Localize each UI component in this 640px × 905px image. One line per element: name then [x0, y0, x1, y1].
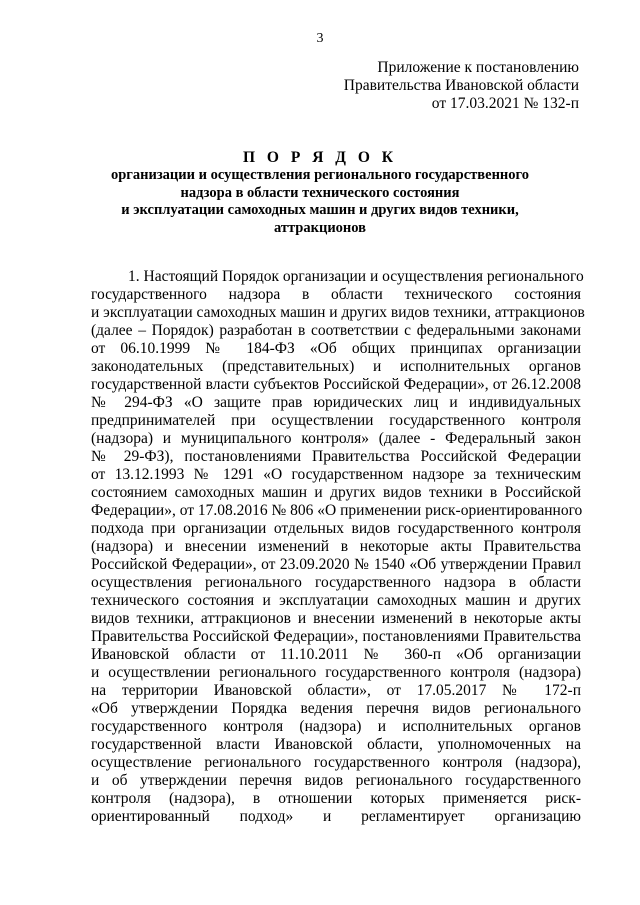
body-line: «Об утверждении Порядка ведения перечня видов регионального: [91, 700, 581, 717]
body-line: от 13.12.1993 № 1291 «О государственном надзоре за техническим: [91, 466, 581, 483]
body-line: контроля (надзора), в отношении которых применяется риск-: [91, 790, 581, 807]
body-line: Российской Федерации», от 23.09.2020 № 1540 «Об утверждении Правил: [91, 556, 581, 573]
document-subtitle-line: аттракционов: [274, 219, 366, 236]
annex-header: [344, 59, 579, 113]
body-line: от 06.10.1999 № 184-ФЗ «Об общих принципах организации: [91, 340, 581, 357]
body-line: (надзора) и муниципального контроля» (далее - Федеральный закон: [91, 430, 581, 447]
document-subtitle-line: организации и осуществления регионального государственного: [110, 167, 530, 183]
body-line: осуществление регионального государственного контроля (надзора),: [91, 754, 581, 771]
body-line: № 294-ФЗ «О защите прав юридических лиц и индивидуальных: [91, 394, 581, 411]
body-line: № 29-ФЗ), постановлениями Правительства Российской Федерации: [91, 448, 581, 465]
document-title: П О Р Я Д О К: [243, 149, 397, 166]
document-subtitle-line: и эксплуатации самоходных машин и других видов техники,: [121, 202, 519, 218]
document-subtitle-line: надзора в области технического состояния: [180, 184, 460, 201]
annex-line: Приложение к постановлению: [377, 59, 579, 76]
body-line: и эксплуатации самоходных машин и других видов техники, аттракционов: [91, 304, 585, 321]
body-line: государственной власти субъектов Российской Федерации», от 26.12.2008: [91, 376, 581, 393]
body-line: (далее – Порядок) разработан в соответствии с федеральными законами: [91, 322, 581, 339]
body-line: на территории Ивановской области», от 17.05.2017 № 172-п: [91, 682, 581, 699]
body-line: состоянием самоходных машин и других видов техники в Российской: [91, 484, 581, 501]
body-line: и осуществлении регионального государственного контроля (надзора): [91, 664, 581, 681]
body-line: Правительства Российской Федерации», постановлениями Правительства: [91, 628, 581, 645]
body-line: Ивановской области от 11.10.2011 № 360-п «Об организации: [91, 646, 581, 663]
body-line: подхода при организации отдельных видов государственного контроля: [91, 520, 581, 537]
body-line: ориентированный подход» и регламентирует организацию: [91, 808, 581, 825]
body-line: 1. Настоящий Порядок организации и осуществления регионального: [128, 268, 584, 285]
body-line: предпринимателей при осуществлении государственного контроля: [91, 412, 581, 429]
body-line: государственного надзора в области технического состояния: [91, 286, 581, 303]
body-line: и об утверждении перечня видов регионального государственного: [91, 772, 581, 789]
body-line: (надзора) и внесении изменений в некоторые акты Правительства: [91, 538, 581, 555]
body-line: технического состояния и эксплуатации самоходных машин и других: [91, 592, 581, 609]
annex-line: от 17.03.2021 № 132-п: [431, 95, 579, 112]
body-line: законодательных (представительных) и исполнительных органов: [91, 358, 581, 375]
page-number: 3: [316, 31, 324, 46]
body-line: государственного контроля (надзора) и исполнительных органов: [91, 718, 581, 735]
annex-line: Правительства Ивановской области: [343, 77, 579, 94]
document-title-block: [60, 149, 580, 237]
body-line: государственной власти Ивановской области, уполномоченных на: [91, 736, 581, 753]
body-line: осуществления регионального государственного надзора в области: [91, 574, 581, 591]
body-line: Федерации», от 17.08.2016 № 806 «О применении риск-ориентированного: [91, 502, 583, 519]
body-line: видов техники, аттракционов и внесении изменений в некоторые акты: [91, 610, 581, 627]
body-paragraph: [91, 268, 585, 826]
